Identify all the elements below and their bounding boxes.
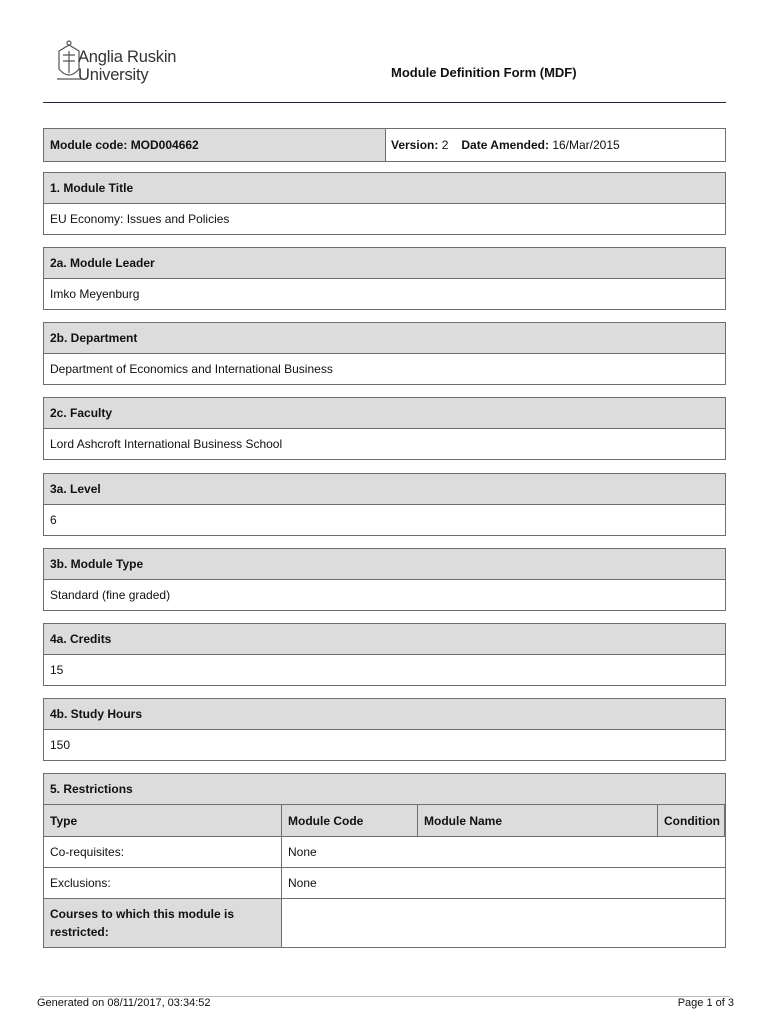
- courses-restricted-label: [44, 899, 282, 947]
- column-header-module-code: Module Code: [282, 805, 418, 837]
- column-header-type: Type: [44, 805, 282, 837]
- table-cell-type: Exclusions:: [44, 868, 282, 899]
- module-code-label: Module code:: [50, 138, 128, 152]
- section-heading: 3a. Level: [44, 474, 725, 505]
- section-module-type: [43, 548, 726, 611]
- section-value: 6: [50, 513, 57, 527]
- date-amended-value: 16/Mar/2015: [552, 138, 620, 152]
- table-cell-module-code: None: [282, 837, 725, 868]
- courses-restricted-value: [282, 899, 725, 947]
- section-module-title: [43, 172, 726, 235]
- section-value: Imko Meyenburg: [50, 287, 140, 301]
- column-header-condition: Condition: [658, 805, 725, 837]
- generated-timestamp: Generated on 08/11/2017, 03:34:52: [37, 997, 211, 1009]
- section-value: Department of Economics and International Business: [50, 362, 333, 376]
- section-value: Lord Ashcroft International Business School: [50, 437, 283, 451]
- section-heading: 2a. Module Leader: [44, 248, 725, 279]
- section-restrictions: [43, 773, 726, 948]
- restrictions-table: [44, 805, 725, 947]
- form-title: Module Definition Form (MDF): [391, 65, 577, 80]
- module-code-cell: [44, 129, 386, 161]
- date-amended-label: Date Amended:: [461, 138, 549, 152]
- section-study-hours: [43, 698, 726, 761]
- courses-label-line2: restricted:: [50, 925, 109, 939]
- section-value: Standard (fine graded): [50, 588, 171, 602]
- table-cell-module-code: None: [282, 868, 725, 899]
- version-value: 2: [441, 138, 449, 152]
- table-cell-type: Co-requisites:: [44, 837, 282, 868]
- column-header-module-name: Module Name: [418, 805, 658, 837]
- logo-line2: University: [78, 66, 149, 84]
- section-level: [43, 473, 726, 536]
- section-heading: 2b. Department: [44, 323, 725, 354]
- section-module-leader: [43, 247, 726, 310]
- section-value: 15: [50, 663, 64, 677]
- section-credits: [43, 623, 726, 686]
- module-summary-box: [43, 128, 726, 162]
- university-name: [78, 48, 176, 84]
- courses-label-line1: Courses to which this module is: [50, 907, 235, 921]
- section-heading: 4b. Study Hours: [44, 699, 725, 730]
- logo-line1: Anglia Ruskin: [78, 48, 177, 66]
- version-label: Version:: [391, 138, 439, 152]
- section-heading: 5. Restrictions: [44, 774, 725, 805]
- version-date-cell: [386, 129, 725, 161]
- module-code-value: MOD004662: [130, 138, 199, 152]
- section-heading: 3b. Module Type: [44, 549, 725, 580]
- page-number: Page 1 of 3: [677, 997, 734, 1009]
- section-heading: 4a. Credits: [44, 624, 725, 655]
- section-value: EU Economy: Issues and Policies: [50, 212, 230, 226]
- section-heading: 2c. Faculty: [44, 398, 725, 429]
- section-department: [43, 322, 726, 385]
- section-value: 150: [50, 738, 71, 752]
- header-divider: [43, 102, 726, 103]
- section-faculty: [43, 397, 726, 460]
- section-heading: 1. Module Title: [44, 173, 725, 204]
